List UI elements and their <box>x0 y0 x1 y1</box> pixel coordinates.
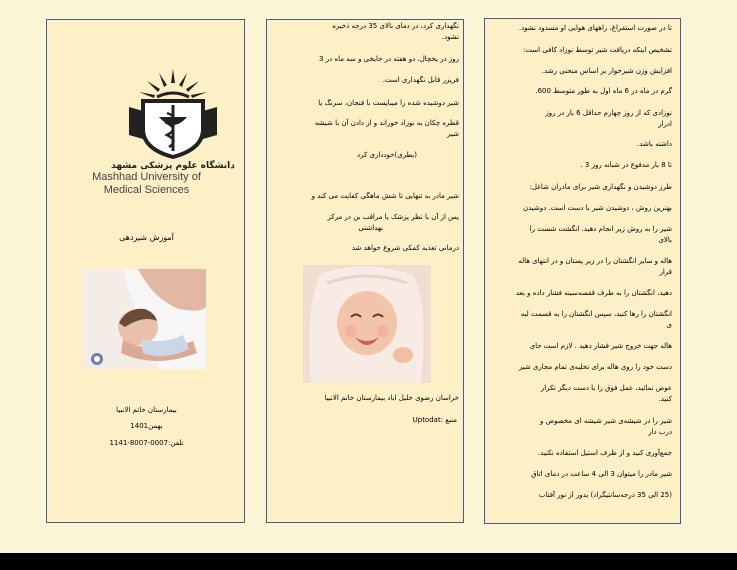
text-line: (25 الی 35 درجه‌سانتیگراد) بدور از نور آفتاب <box>538 491 672 499</box>
text-line: بهداشتی <box>358 224 383 232</box>
text-line: کنید. <box>658 395 672 403</box>
text-line: شیر <box>447 130 459 138</box>
text-line: درب دار <box>648 428 672 436</box>
text-line: تشخیص اینکه دریافت شیر توسط نوزاد کافی است: <box>522 46 672 54</box>
text-line: نگهداری کرد، در دمای بالای 35 درجه ذخیره <box>332 22 459 30</box>
text-line: پس از آن با نظر پزشک یا مراقب بن در مرکز <box>327 213 459 221</box>
text-line: فریزر قابل نگهداری است. <box>382 76 459 84</box>
university-logo <box>111 67 235 171</box>
text-line: داشته باشد. <box>637 140 672 148</box>
svg-text:دانشگاه علوم پزشکی مشهد: دانشگاه علوم پزشکی مشهد <box>111 161 235 171</box>
university-name-line1: Mashhad University of <box>92 171 201 183</box>
text-line: هاله جهت خروج شیر فشار دهید . لازم است جای <box>529 342 672 350</box>
text-line: افزایش وزن شیرخوار بر اساس منحنی رشد. <box>541 67 672 75</box>
text-line: بهترین روش ، دوشیدن شیر با دست است. دوشیدن <box>522 204 672 212</box>
text-line: دهید، انگشتان را به طرف قفسه‌سینه فشار داده و بعد <box>515 289 672 297</box>
breastfeeding-photo <box>83 269 206 369</box>
right-panel <box>484 18 681 524</box>
text-line: هاله و سایر انگشتان را در زیر پستان و در انتهای هاله <box>518 257 672 265</box>
university-name-line2: Medical Sciences <box>103 184 190 196</box>
text-line: قرار <box>659 268 672 276</box>
text-line: عوض نمائید، عمل فوق را با دست دیگر تکرار <box>540 384 672 392</box>
text-line: ادرار <box>658 120 672 128</box>
text-line: شیر را به روش زیر انجام دهید. انگشت شست را <box>529 225 672 233</box>
footer-phone: تلفن:0007-8007-1141 <box>109 439 184 447</box>
text-line: شیر مادر را میتوان 3 الی 4 ساعت در دمای اتاق <box>531 470 672 478</box>
text-line: بالای <box>658 236 672 244</box>
text-line: نوزادی که از روز چهارم حداقل 6 بار در روز <box>545 109 672 117</box>
text-line: انگشتان را رها کنید، سپس انگشتان را به قسمت لبه <box>520 310 672 318</box>
text-line: ی <box>666 321 672 329</box>
text-line: درمانی تغذیه کمکی شروع خواهد شد <box>351 244 459 252</box>
brochure-heading: آموزش شیردهی <box>119 233 174 242</box>
bottom-bar <box>0 553 737 570</box>
text-line: جمع‌آوری کنید و از ظرف استیل استفاده نکنید. <box>537 449 672 457</box>
text-line: دست خود را روی هاله برای تخلیه‌ی تمام مجاری شیر <box>518 363 672 371</box>
middle-panel <box>266 19 464 523</box>
text-line: شیر مادر به تنهایی تا شش ماهگی کفایت می کند و <box>311 192 459 200</box>
text-line: (بطری)خودداری کرد <box>356 151 417 159</box>
text-line: تا 8 بار مدفوع در شبانه روز 3 . <box>580 161 672 169</box>
text-line: شیر را در شیشه‌ی شیر شیشه ای مخصوص و <box>540 417 672 425</box>
text-line: نشود. <box>441 33 459 41</box>
source-note: منبع :Uptodat <box>412 416 457 424</box>
text-line: تا در صورت استفراغ، راههای هوایی او مسدود نشود. <box>518 24 672 32</box>
left-panel <box>46 19 245 523</box>
footer-date: بهمن1401 <box>130 422 163 430</box>
text-line: گرم در ماه در 6 ماه اول به طور متوسط 600. <box>535 87 672 95</box>
smiling-baby-photo <box>303 265 431 383</box>
text-line: طرز دوشیدن و نگهداری شیر برای مادران شاغل: <box>529 183 672 191</box>
footer-hospital: بیمارستان خاتم الانبیا <box>116 406 177 414</box>
text-line: روز در یخچال، دو هفته در جایخی و سه ماه در 3 <box>319 55 459 63</box>
photo-caption: خراسان رضوی خلیل اباد بیمارستان خاتم الانبیا <box>324 394 459 402</box>
text-line: شیر دوشیده شده را میبایست با فنجان، سرنگ یا <box>318 99 459 107</box>
text-line: قطره چکان به نوزاد خوراند و از دادن آن با شیشه <box>314 119 459 127</box>
